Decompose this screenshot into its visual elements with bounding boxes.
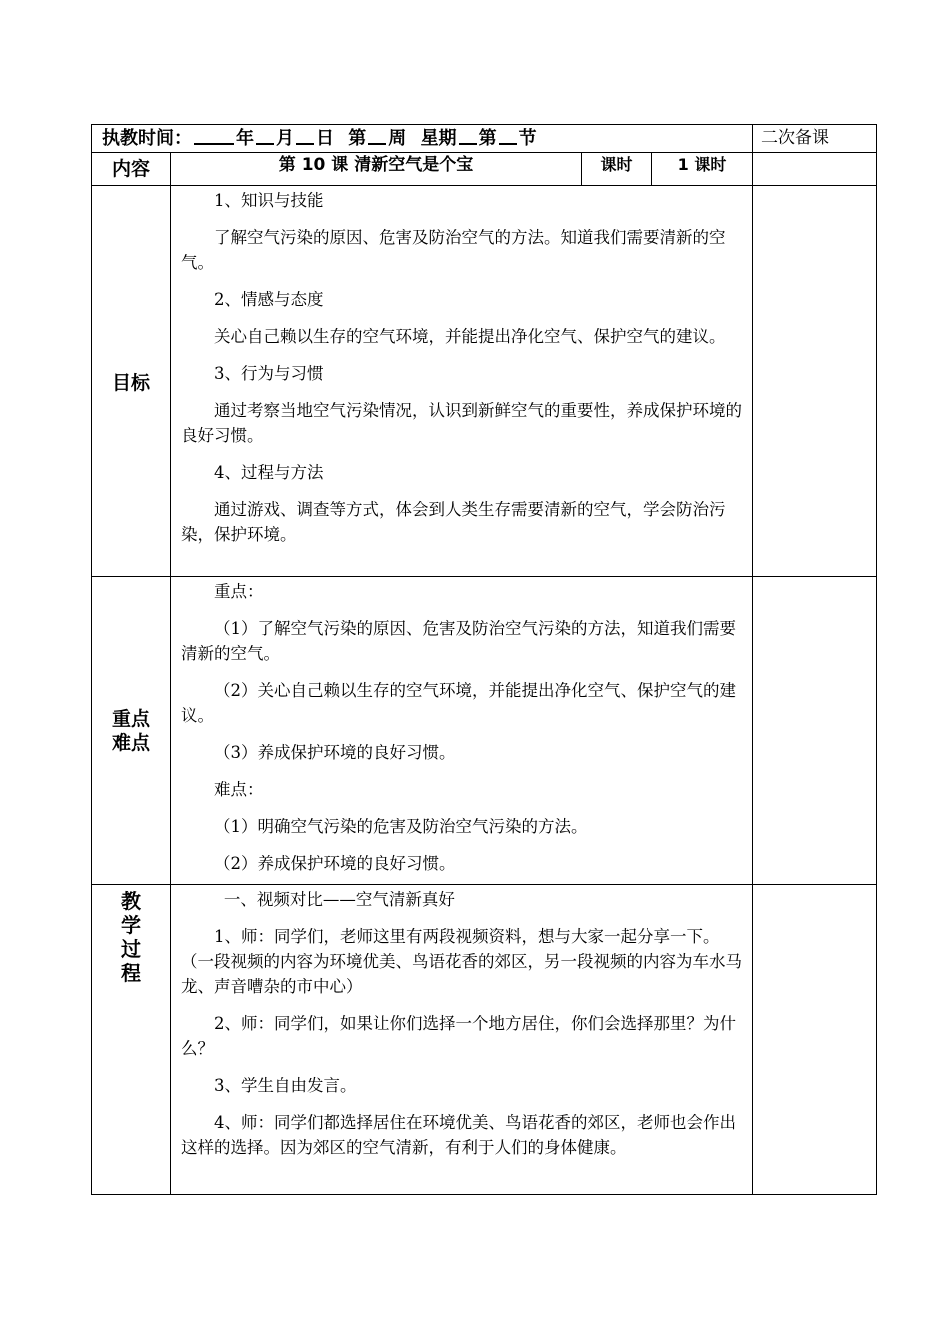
process-label-char: 程 xyxy=(121,961,141,985)
weekday-label: 星期 xyxy=(420,128,457,149)
week-prefix: 第 xyxy=(348,128,367,149)
week-label: 周 xyxy=(388,128,407,149)
goals-label: 目标 xyxy=(92,186,171,577)
keypoint-item: （1）了解空气污染的原因、危害及防治空气污染的方法，知道我们需要清新的空气。 xyxy=(181,619,736,663)
content-label: 内容 xyxy=(92,153,171,186)
process-row xyxy=(92,885,877,1195)
second-prep-cell xyxy=(753,186,877,577)
goal-text: 了解空气污染的原因、危害及防治空气的方法。知道我们需要清新的空气。 xyxy=(181,228,726,272)
process-step: 1、师：同学们，老师这里有两段视频资料，想与大家一起分享一下。（一段视频的内容为环境优美、鸟语花香的郊区，另一段视频的内容为车水马龙、声音嘈杂的市中心） xyxy=(181,927,742,996)
lesson-info-row xyxy=(92,153,877,186)
keypoints-label-line1: 重点 xyxy=(111,707,150,730)
goal-heading: 1、知识与技能 xyxy=(214,191,324,210)
month-label: 月 xyxy=(276,128,294,149)
goals-row xyxy=(92,186,877,577)
keypoints-label xyxy=(92,577,171,885)
keypoints-row xyxy=(92,577,877,885)
process-step: 3、学生自由发言。 xyxy=(214,1076,357,1095)
keypoint-item: （3）养成保护环境的良好习惯。 xyxy=(214,743,456,762)
lesson-title: 第 10 课 清新空气是个宝 xyxy=(171,153,582,186)
second-prep-cell xyxy=(753,577,877,885)
hours-label: 课时 xyxy=(582,153,652,186)
period-label: 节 xyxy=(518,128,537,149)
difficulty-item: （1）明确空气污染的危害及防治空气污染的方法。 xyxy=(214,817,588,836)
goal-heading: 2、情感与态度 xyxy=(214,290,324,309)
process-label-char: 过 xyxy=(121,937,141,961)
header-row xyxy=(92,125,877,153)
weekday-blank xyxy=(459,125,477,145)
process-label xyxy=(92,885,171,1195)
process-section-heading: 一、视频对比——空气清新真好 xyxy=(223,890,455,909)
process-label-char: 教 xyxy=(121,889,141,913)
second-prep-cell xyxy=(753,885,877,1195)
period-blank xyxy=(499,125,517,145)
day-label: 日 xyxy=(316,128,334,149)
period-prefix: 第 xyxy=(478,128,497,149)
teaching-time-label: 执教时间： xyxy=(102,128,192,149)
difficulty-item: （2）养成保护环境的良好习惯。 xyxy=(214,854,456,873)
keypoints-heading: 重点： xyxy=(214,582,264,601)
goal-text: 关心自己赖以生存的空气环境，并能提出净化空气、保护空气的建议。 xyxy=(214,327,726,346)
goal-text: 通过游戏、调查等方式，体会到人类生存需要清新的空气，学会防治污染，保护环境。 xyxy=(181,500,726,544)
goals-content xyxy=(171,186,753,577)
teaching-time-cell xyxy=(92,125,753,153)
goal-text: 通过考察当地空气污染情况，认识到新鲜空气的重要性，养成保护环境的良好习惯。 xyxy=(181,401,742,445)
process-label-char: 学 xyxy=(121,913,141,937)
second-prep-header: 二次备课 xyxy=(753,125,877,153)
hours-value: 1 课时 xyxy=(652,153,753,186)
difficulty-heading: 难点： xyxy=(214,780,264,799)
keypoints-content xyxy=(171,577,753,885)
keypoints-label-line2: 难点 xyxy=(111,731,150,754)
lesson-plan-table xyxy=(91,124,877,1195)
goal-heading: 3、行为与习惯 xyxy=(214,364,324,383)
goal-heading: 4、过程与方法 xyxy=(214,463,324,482)
keypoint-item: （2）关心自己赖以生存的空气环境，并能提出净化空气、保护空气的建议。 xyxy=(181,681,736,725)
process-step: 4、师：同学们都选择居住在环境优美、鸟语花香的郊区，老师也会作出这样的选择。因为郊区的空气清新，有利于人们的身体健康。 xyxy=(181,1113,736,1157)
process-content xyxy=(171,885,753,1195)
second-prep-cell xyxy=(753,153,877,186)
day-blank xyxy=(296,125,314,145)
year-blank xyxy=(194,125,234,145)
year-label: 年 xyxy=(236,128,254,149)
month-blank xyxy=(256,125,274,145)
week-blank xyxy=(368,125,386,145)
process-step: 2、师：同学们，如果让你们选择一个地方居住，你们会选择那里？为什么？ xyxy=(181,1014,736,1058)
